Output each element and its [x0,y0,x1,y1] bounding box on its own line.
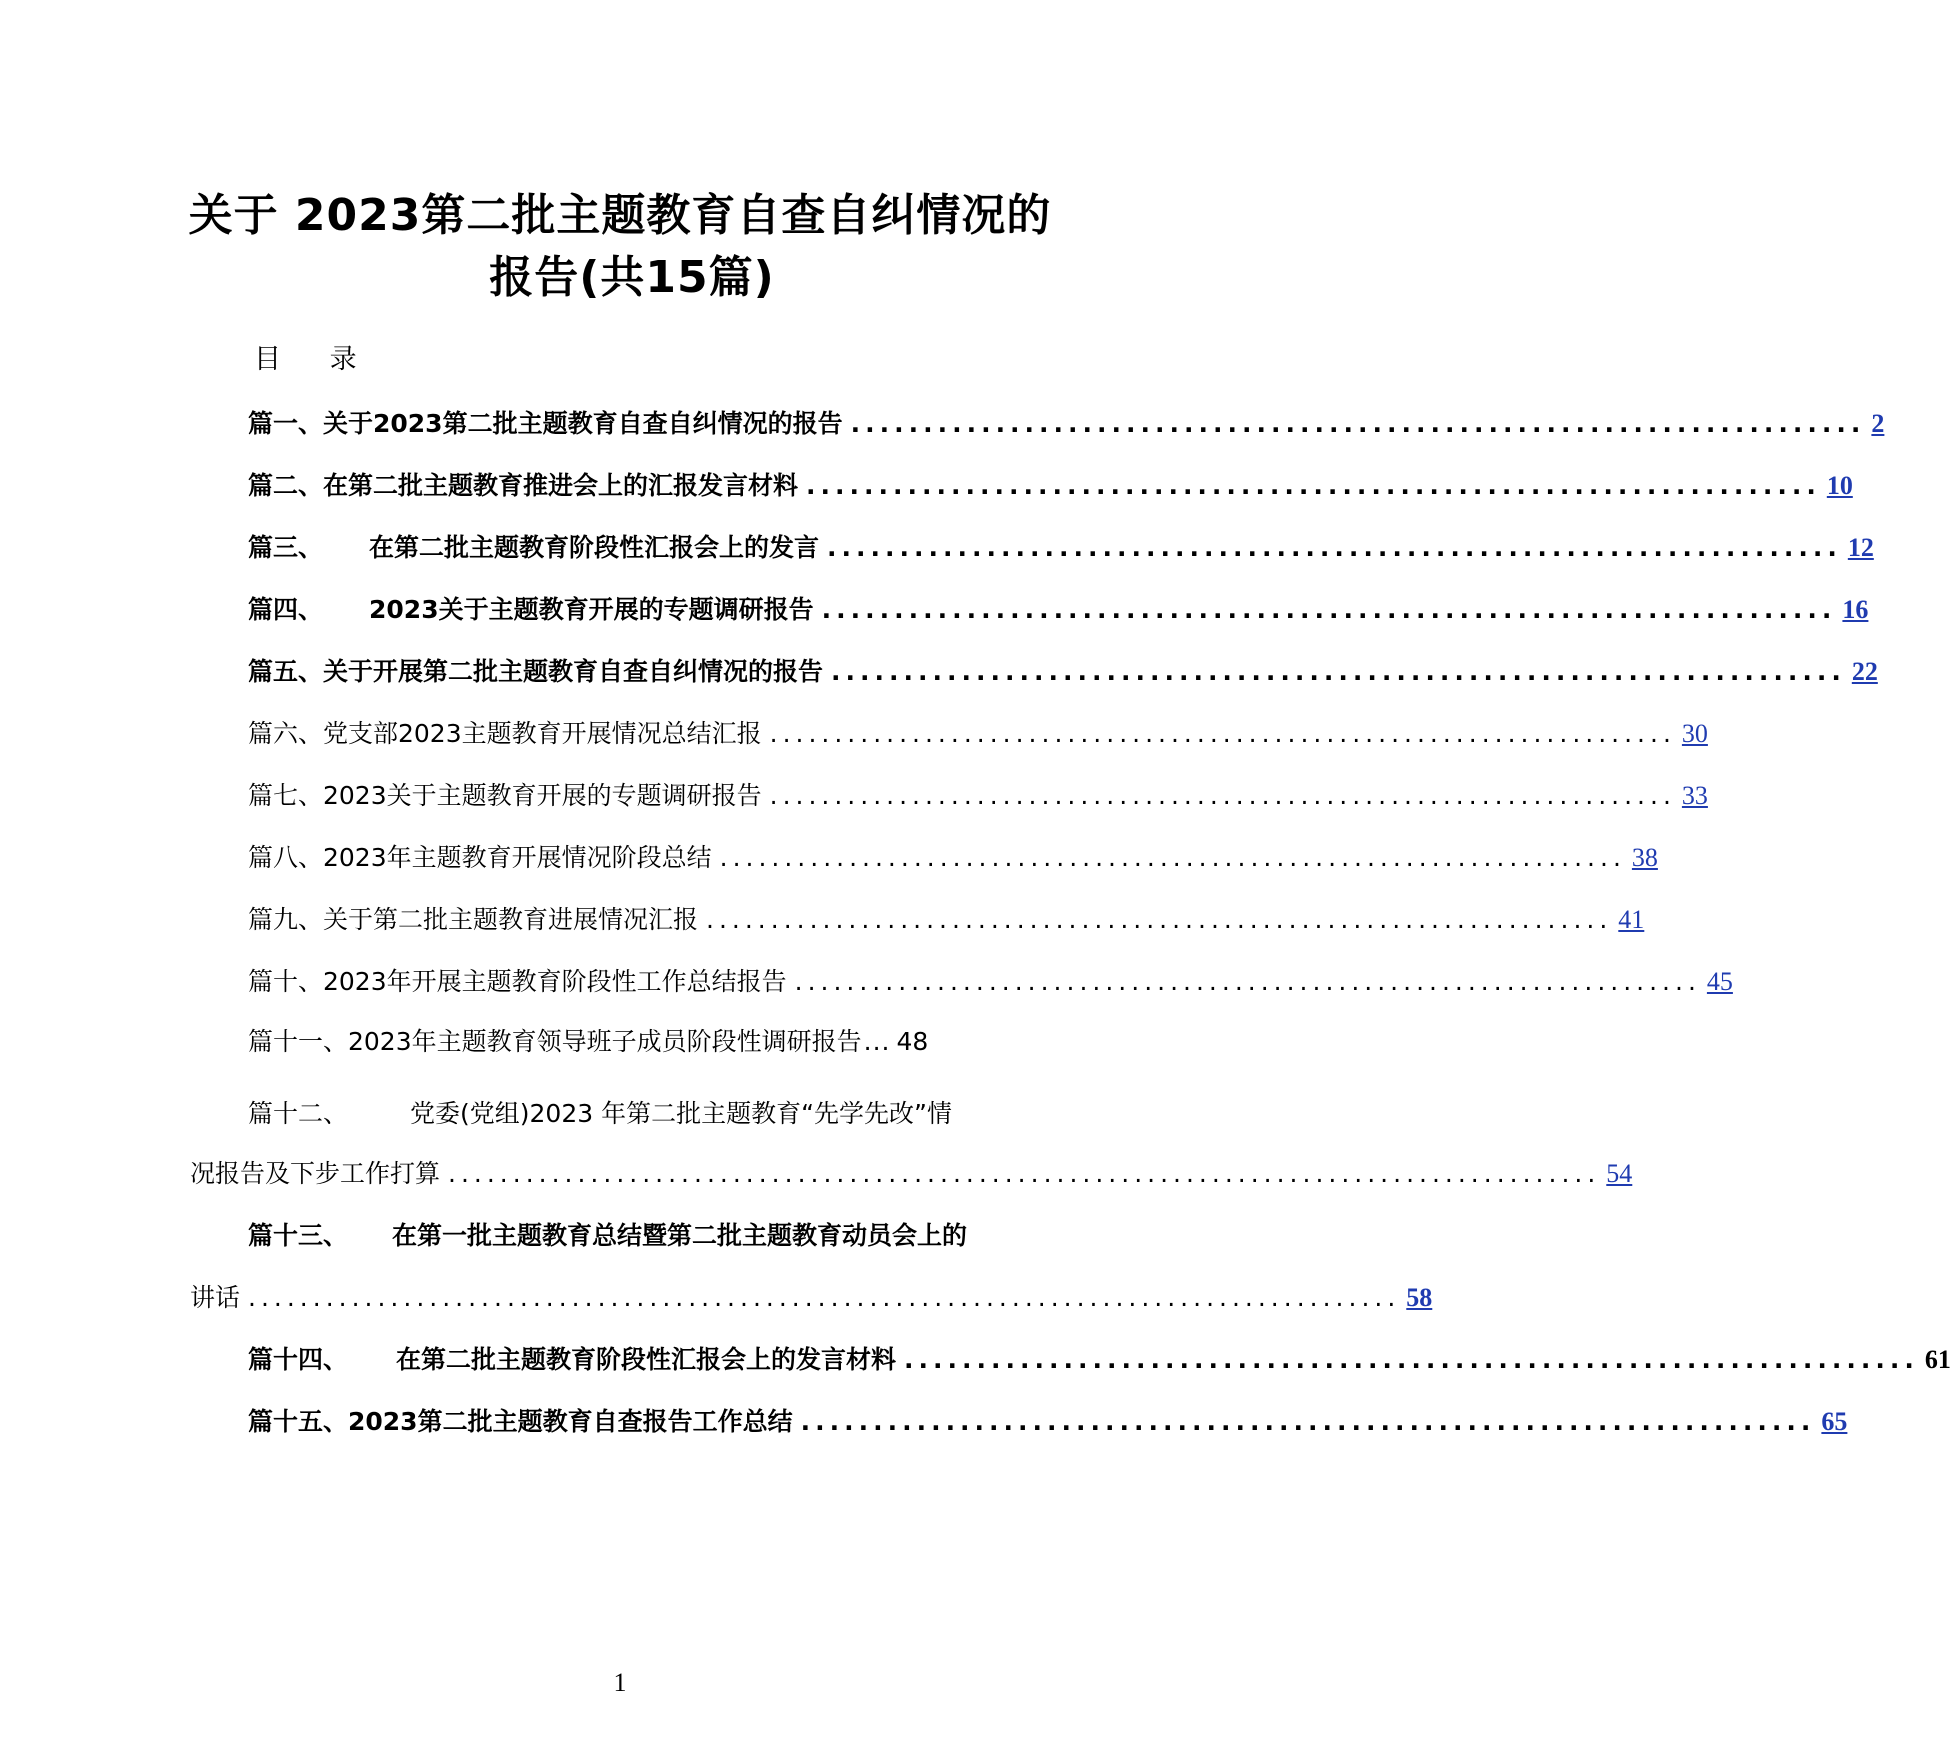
toc-entry-title: 篇一、关于2023第二批主题教育自查自纠情况的报告 [248,409,843,438]
toc-entry-title: 2023关于主题教育开展的专题调研报告 [369,595,814,624]
toc-entry-title: 篇八、2023年主题教育开展情况阶段总结 [248,843,712,872]
toc-entry-10[interactable] [248,960,1733,1000]
toc-page-link[interactable]: 41 [1618,905,1645,934]
toc-leader: ......................................................................................... [448,1159,1601,1188]
toc-entry-8[interactable] [248,836,1658,876]
toc-entry-title-continued: 况报告及下步工作打算 [190,1159,441,1188]
toc-leader: ...................................................................... [904,1345,1919,1374]
toc-page-link[interactable]: 30 [1681,719,1708,748]
toc-page-link[interactable]: 12 [1847,533,1874,562]
toc-entry-4[interactable] [248,588,1869,628]
toc-leader: ...................................................................... [794,967,1701,996]
toc-entry-title-continued: 讲话 [190,1283,241,1312]
toc-entry-title: 篇六、党支部2023主题教育开展情况总结汇报 [248,719,762,748]
toc-entry-title: 在第二批主题教育阶段性汇报会上的发言材料 [396,1345,897,1374]
toc-page-link[interactable]: 54 [1606,1159,1633,1188]
toc-page-number: 48 [896,1027,929,1056]
toc-entry-title: 在第一批主题教育总结暨第二批主题教育动员会上的 [392,1221,968,1250]
toc-leader: ...................................................................... [769,781,1676,810]
toc-leader: ...................................................................... [831,657,1846,686]
toc-entry-title: 篇十五、2023第二批主题教育自查报告工作总结 [248,1407,793,1436]
toc-entry-7[interactable] [248,774,1708,814]
toc-page-link[interactable]: 2 [1871,409,1885,438]
toc-entry-14[interactable] [248,1338,1951,1378]
toc-entry-6[interactable] [248,712,1708,752]
page-number: 1 [613,1668,627,1697]
toc-page-link[interactable]: 10 [1826,471,1853,500]
toc-entry-title: 在第二批主题教育阶段性汇报会上的发言 [369,533,820,562]
toc-page-link[interactable]: 65 [1821,1407,1848,1436]
toc-entry-12-line1[interactable] [248,1092,1044,1132]
toc-leader: ...................................................................... [827,533,1842,562]
toc-entry-12-line2[interactable] [190,1152,1633,1192]
toc-leader: ...................................................................... [800,1407,1816,1436]
toc-entry-5[interactable] [248,650,1878,690]
toc-heading: 目 录 [254,344,377,375]
toc-entry-title: 篇十、2023年开展主题教育阶段性工作总结报告 [248,967,787,996]
toc-leader: ...................................................................... [850,409,1866,438]
toc-entry-15[interactable] [248,1400,1848,1440]
document-title-line2: 报告(共15篇) [489,252,775,303]
document-title-line1: 关于 2023第二批主题教育自查自纠情况的 [188,190,1052,241]
toc-page-link[interactable]: 33 [1681,781,1708,810]
toc-page-link[interactable]: 38 [1631,843,1658,872]
toc-entry-number: 篇十三、 [248,1221,349,1250]
toc-entry-title: 篇九、关于第二批主题教育进展情况汇报 [248,905,699,934]
toc-leader: ...................................................................... [806,471,1821,500]
toc-leader: ...................................................................... [769,719,1676,748]
toc-entry-2[interactable] [248,464,1853,504]
toc-entry-number: 篇四、 [248,595,324,624]
toc-page-number: 61 [1924,1345,1951,1374]
toc-entry-number: 篇十二、 [248,1099,349,1128]
toc-entry-13-line1[interactable] [248,1214,1044,1254]
toc-entry-title: 篇七、2023关于主题教育开展的专题调研报告 [248,781,762,810]
toc-page-link[interactable]: 45 [1706,967,1733,996]
toc-entry-11[interactable] [248,1020,1044,1060]
toc-entry-9[interactable] [248,898,1645,938]
toc-leader: ...................................................................... [821,595,1837,624]
toc-leader: ...................................................................... [719,843,1626,872]
toc-entry-3[interactable] [248,526,1874,566]
toc-entry-title: 党委(党组)2023 年第二批主题教育“先学先改”情 [410,1099,952,1128]
toc-entry-title: 篇二、在第二批主题教育推进会上的汇报发言材料 [248,471,799,500]
toc-entry-number: 篇三、 [248,533,324,562]
toc-entry-title: 篇五、关于开展第二批主题教育自查自纠情况的报告 [248,657,824,686]
toc-entry-number: 篇十四、 [248,1345,349,1374]
toc-entry-1[interactable] [248,402,1885,442]
toc-page-link[interactable]: 22 [1851,657,1878,686]
toc-page-link[interactable]: 16 [1842,595,1869,624]
toc-entry-title: 篇十一、2023年主题教育领导班子成员阶段性调研报告 [248,1027,862,1056]
toc-leader: ...................................................................... [706,905,1613,934]
toc-leader: ......................................................................................... [248,1283,1401,1312]
toc-entry-13-line2[interactable] [190,1276,1433,1316]
toc-leader: ... [863,1027,891,1056]
toc-page-link[interactable]: 58 [1406,1283,1433,1312]
